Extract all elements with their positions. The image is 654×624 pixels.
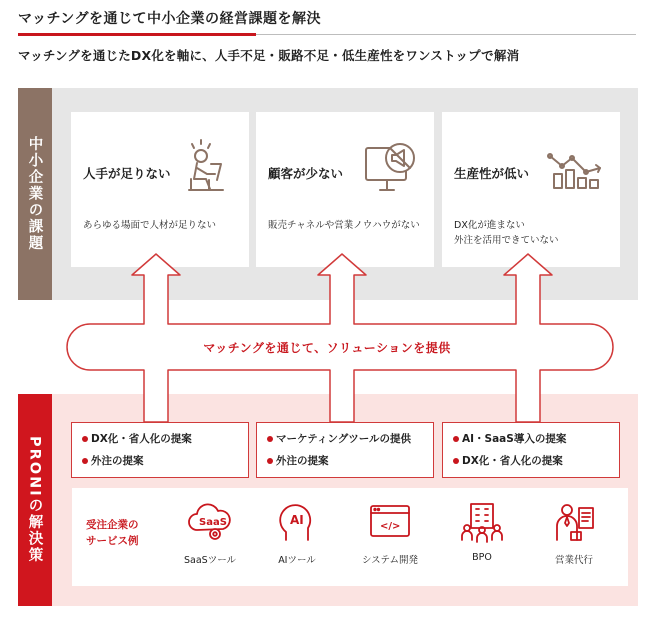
- issues-section-label: 中小企業の課題: [26, 136, 43, 252]
- solution-card-2: [256, 422, 434, 478]
- issue-title: 人手が足りない: [83, 166, 171, 181]
- solution-item-label: AI・SaaS導入の提案: [462, 433, 567, 445]
- arrow-outline-group: [67, 254, 613, 422]
- page-title: マッチングを通じて中小企業の経営課題を解決: [18, 11, 321, 27]
- solution-item: [82, 453, 144, 468]
- solution-arrow-outline: [67, 254, 613, 422]
- solution-item: [453, 453, 563, 468]
- solution-banner: マッチングを通じて、ソリューションを提供: [203, 341, 451, 355]
- service-name: AIツール: [278, 555, 316, 566]
- service-examples-label-line: サービス例: [86, 535, 139, 547]
- code-icon-text: </>: [380, 521, 401, 532]
- service-ai: [257, 500, 337, 566]
- saas-icon-text: SaaS: [199, 517, 227, 528]
- bullet-icon: [453, 436, 459, 442]
- bpo-building-people-icon: [457, 500, 507, 544]
- page-subtitle: マッチングを通じたDX化を軸に、人手不足・販路不足・低生産性をワンストップで解消: [18, 48, 520, 63]
- service-examples: [72, 488, 628, 586]
- bullet-icon: [82, 436, 88, 442]
- issue-description-line: DX化が進まない: [454, 220, 525, 231]
- service-name: BPO: [472, 552, 492, 563]
- solution-item: [453, 431, 566, 446]
- solution-item-label: 外注の提案: [276, 455, 329, 467]
- sales-agent-icon: [549, 500, 599, 544]
- solution-item: [267, 453, 329, 468]
- solution-card-1: [71, 422, 249, 478]
- service-examples-label: [86, 517, 139, 549]
- issue-title: 顧客が少ない: [268, 166, 344, 181]
- service-examples-label-line: 受注企業の: [86, 519, 139, 531]
- solution-item: [267, 431, 411, 446]
- service-sales-agent: [534, 500, 614, 566]
- solution-card-3: [442, 422, 620, 478]
- ai-head-icon: [272, 500, 322, 544]
- service-name: システム開発: [361, 555, 419, 566]
- solution-item: [82, 431, 192, 446]
- bullet-icon: [267, 436, 273, 442]
- service-system-dev: [350, 500, 430, 566]
- bullet-icon: [82, 458, 88, 464]
- saas-cloud-gear-icon: [185, 500, 235, 544]
- service-bpo: [442, 500, 522, 563]
- solution-item-label: 外注の提案: [91, 455, 144, 467]
- solutions-section-label: PRONIの解決策: [26, 436, 43, 564]
- service-name: SaaSツール: [183, 555, 236, 566]
- issue-description-line: あらゆる場面で人材が足りない: [83, 220, 217, 231]
- solution-item-label: DX化・省人化の提案: [91, 433, 192, 445]
- issue-title: 生産性が低い: [454, 166, 530, 181]
- issue-description-line: 外注を活用できていない: [454, 235, 559, 246]
- service-name: 営業代行: [554, 555, 593, 566]
- ai-icon-text: AI: [290, 513, 304, 527]
- issue-description-line: 販売チャネルや営業ノウハウがない: [268, 220, 420, 231]
- service-saas: [170, 500, 250, 566]
- solution-item-label: DX化・省人化の提案: [462, 455, 563, 467]
- code-window-icon: [365, 500, 415, 544]
- solution-item-label: マーケティングツールの提供: [276, 433, 412, 445]
- bullet-icon: [267, 458, 273, 464]
- bullet-icon: [453, 458, 459, 464]
